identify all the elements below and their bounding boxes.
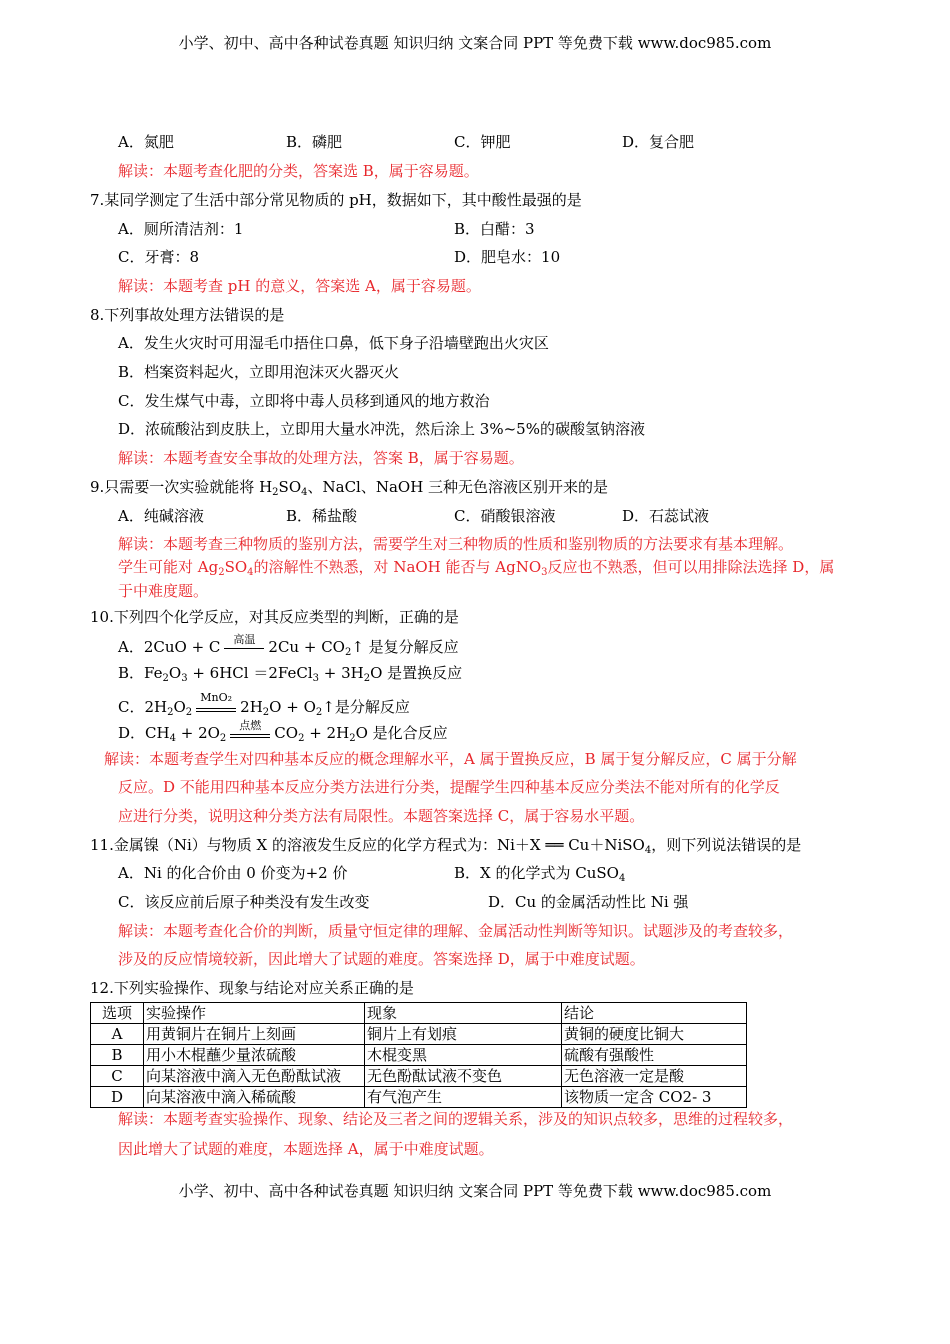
table-header-row (91, 1003, 747, 1024)
reaction-condition-catalyst: MnO₂ (196, 699, 236, 717)
page-footer: 小学、初中、高中各种试卷真题 知识归纳 文案合同 PPT 等免费下载 www.doc985.com (178, 1182, 772, 1200)
table-header-cell: 选项 (91, 1003, 144, 1024)
q6-option-c: C．钾肥 (454, 133, 511, 151)
table-cell: 该物质一定含 CO2- 3 (562, 1087, 747, 1108)
table-cell: 无色酚酞试液不变色 (365, 1066, 562, 1087)
q12-question: 12.下列实验操作、现象与结论对应关系正确的是 (90, 979, 414, 997)
q7-option-a: A．厕所清洁剂：1 (118, 220, 244, 238)
q11-answer-line1: 解读：本题考查化合价的判断，质量守恒定律的理解、金属活动性判断等知识。试题涉及的考查较多， (118, 922, 794, 940)
q11-option-d: D．Cu 的金属活动性比 Ni 强 (488, 893, 689, 911)
experiment-table (90, 1002, 747, 1108)
q7-option-c: C．牙膏：8 (118, 248, 200, 266)
q9-question: 9.只需要一次实验就能将 $H_2SO_4$、NaCl、NaOH 三种无色溶液区别开来的是 (90, 478, 609, 498)
q10-option-d: D．$CH_4 + 2O_2$ 点燃 $CO_2 + 2H_2O$ 是化合反应 (118, 719, 448, 744)
q8-answer: 解读：本题考查安全事故的处理方法，答案 B，属于容易题。 (118, 449, 524, 467)
q6-option-a: A．氮肥 (118, 133, 174, 151)
q8-option-c: C．发生煤气中毒，立即将中毒人员移到通风的地方救治 (118, 392, 490, 410)
table-cell: 有气泡产生 (365, 1087, 562, 1108)
q9-option-d: D．石蕊试液 (622, 507, 710, 525)
q7-option-d: D．肥皂水：10 (454, 248, 561, 266)
table-cell: 用小木棍蘸少量浓硫酸 (144, 1045, 365, 1066)
q8-option-b: B．档案资料起火，立即用泡沫灭火器灭火 (118, 363, 400, 381)
table-cell: B (91, 1045, 144, 1066)
q8-option-d: D．浓硫酸沾到皮肤上，立即用大量水冲洗，然后涂上 3%~5%的碳酸氢钠溶液 (118, 420, 645, 438)
q7-option-b: B．白醋：3 (454, 220, 535, 238)
q8-question: 8.下列事故处理方法错误的是 (90, 306, 285, 324)
q9-option-b: B．稀盐酸 (286, 507, 358, 525)
q9-option-a: A．纯碱溶液 (118, 507, 204, 525)
q9-answer-line2: 学生可能对 $Ag_2SO_4$的溶解性不熟悉，对 NaOH 能否与 AgNO$_3$反应也不熟悉，但可以用排除法选择 D，属 (118, 558, 835, 578)
q10-answer-line3: 应进行分类，说明这种分类方法有局限性。本题答案选择 C，属于容易水平题。 (118, 807, 645, 825)
table-row (91, 1024, 747, 1045)
table-cell: A (91, 1024, 144, 1045)
q9-option-c: C．硝酸银溶液 (454, 507, 556, 525)
table-cell: 向某溶液中滴入无色酚酞试液 (144, 1066, 365, 1087)
q10-answer-line1: 解读：本题考查学生对四种基本反应的概念理解水平，A 属于置换反应，B 属于复分解反应，C 属于分解 (104, 750, 797, 768)
q11-answer-line2: 涉及的反应情境较新，因此增大了试题的难度。答案选择 D，属于中难度试题。 (118, 950, 645, 968)
q10-answer-line2: 反应。D 不能用四种基本反应分类方法进行分类，提醒学生四种基本反应分类法不能对所有的化学反 (118, 778, 780, 796)
table-cell: 硫酸有强酸性 (562, 1045, 747, 1066)
q12-answer-line1: 解读：本题考查实验操作、现象、结论及三者之间的逻辑关系，涉及的知识点较多，思维的过程较多， (118, 1110, 794, 1128)
table-cell: D (91, 1087, 144, 1108)
table-header-cell: 实验操作 (144, 1003, 365, 1024)
q8-option-a: A．发生火灾时可用湿毛巾捂住口鼻，低下身子沿墙壁跑出火灾区 (118, 334, 549, 352)
table-header-cell: 现象 (365, 1003, 562, 1024)
q11-option-b: B．X 的化学式为 CuSO$_4$ (454, 864, 626, 884)
table-cell: 向某溶液中滴入稀硫酸 (144, 1087, 365, 1108)
q10-option-c: C．$2H_2O_2$ MnO₂ $2H_2O$ + $O_2↑$是分解反应 (118, 691, 410, 718)
q11-option-c: C．该反应前后原子种类没有发生改变 (118, 893, 370, 911)
table-cell: 用黄铜片在铜片上刻画 (144, 1024, 365, 1045)
q9-answer-line3: 于中难度题。 (118, 582, 209, 600)
table-row (91, 1066, 747, 1087)
table-cell: 木棍变黑 (365, 1045, 562, 1066)
table-header-cell: 结论 (562, 1003, 747, 1024)
q12-answer-line2: 因此增大了试题的难度，本题选择 A，属于中难度试题。 (118, 1140, 494, 1158)
table-cell: C (91, 1066, 144, 1087)
q6-answer: 解读：本题考查化肥的分类，答案选 B，属于容易题。 (118, 162, 479, 180)
table-cell: 无色溶液一定是酸 (562, 1066, 747, 1087)
table-row (91, 1087, 747, 1108)
table-cell: 铜片上有划痕 (365, 1024, 562, 1045)
reaction-condition-heat: 高温 (224, 639, 264, 657)
table-row (91, 1045, 747, 1066)
q9-answer-line1: 解读：本题考查三种物质的鉴别方法，需要学生对三种物质的性质和鉴别物质的方法要求有基本理解。 (118, 535, 794, 553)
q11-question: 11.金属镍（Ni）与物质 X 的溶液发生反应的化学方程式为：Ni＋X ══ Cu＋NiSO$_4$，则下列说法错误的是 (90, 836, 802, 856)
q7-question: 7.某同学测定了生活中部分常见物质的 pH，数据如下，其中酸性最强的是 (90, 191, 582, 209)
q10-option-b: B．$Fe_2O_3 + 6HCl$ ＝2FeCl$_3$ + $3H_2O$ 是置换反应 (118, 664, 463, 684)
q6-option-d: D．复合肥 (622, 133, 695, 151)
q10-question: 10.下列四个化学反应，对其反应类型的判断，正确的是 (90, 608, 459, 626)
q6-option-b: B．磷肥 (286, 133, 343, 151)
q10-option-a: A．2CuO + C 高温 $2Cu + CO_2↑$ 是复分解反应 (118, 633, 459, 658)
q11-option-a: A．Ni 的化合价由 0 价变为+2 价 (118, 864, 348, 882)
table-cell: 黄铜的硬度比铜大 (562, 1024, 747, 1045)
page-header: 小学、初中、高中各种试卷真题 知识归纳 文案合同 PPT 等免费下载 www.doc985.com (178, 34, 772, 52)
reaction-condition-ignite: 点燃 (230, 725, 270, 743)
q7-answer: 解读：本题考查 pH 的意义，答案选 A，属于容易题。 (118, 277, 481, 295)
